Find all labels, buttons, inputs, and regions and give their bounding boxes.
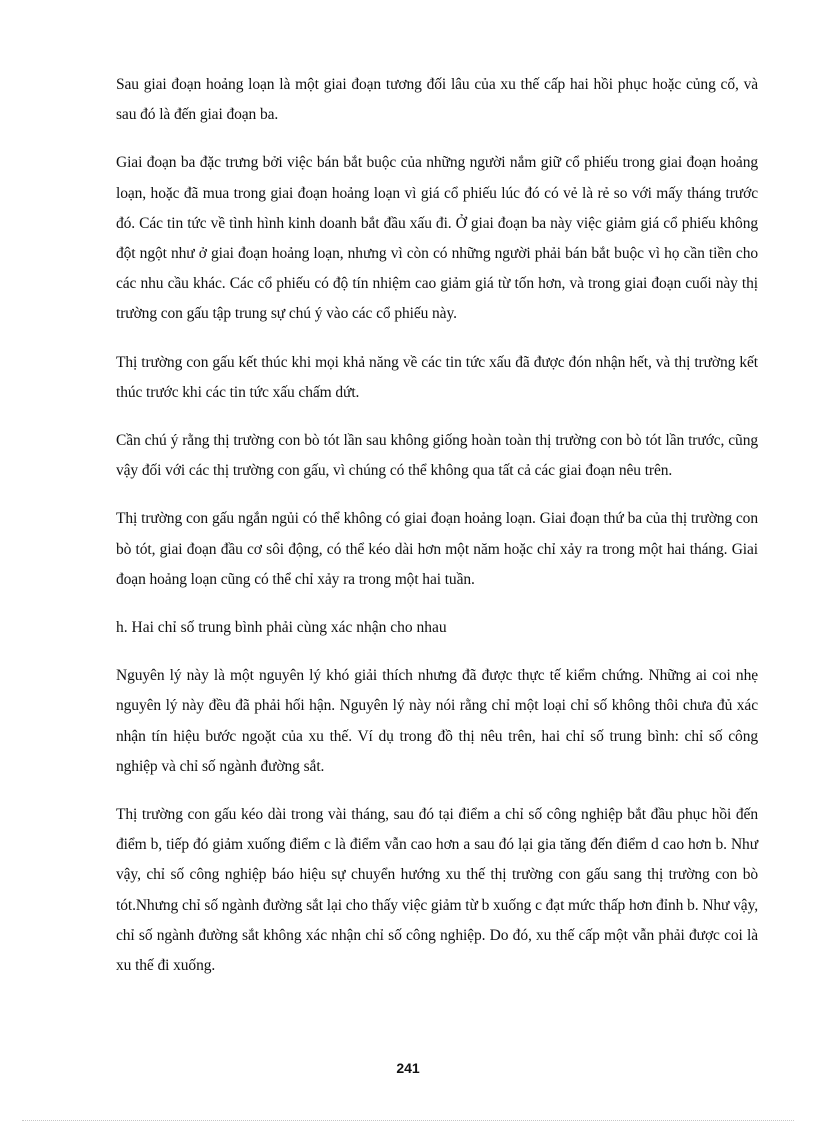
paragraph-7: Thị trường con gấu kéo dài trong vài tháng, sau đó tại điểm a chỉ số công nghiệp bắt đầu phục hồi đến điểm b, tiếp đó giảm xuống điểm c là điểm vẫn cao hơn a sau đó lại gia tăng đến điểm d cao hơn b. Như vậy, chỉ số công nghiệp báo hiệu sự chuyển hướng xu thế thị trường con gấu sang thị trường con bò tót.Nhưng chỉ số ngành đường sắt lại cho thấy việc giảm từ b xuống c đạt mức thấp hơn đỉnh b. Như vậy, chỉ số ngành đường sắt không xác nhận chỉ số công nghiệp. Do đó, xu thế cấp một vẫn phải được coi là xu thế đi xuống. xyxy=(116,806,758,975)
paragraph-4: Cần chú ý rằng thị trường con bò tót lần sau không giống hoàn toàn thị trường con bò tót lần trước, cũng vậy đối với các thị trường con gấu, vì chúng có thể không qua tất cả các giai đoạn nêu trên. xyxy=(116,432,758,480)
page-bottom-divider xyxy=(22,1120,794,1121)
section-heading: h. Hai chỉ số trung bình phải cùng xác nhận cho nhau xyxy=(116,619,447,637)
document-body xyxy=(116,70,758,999)
paragraph-5: Thị trường con gấu ngắn ngủi có thể không có giai đoạn hoảng loạn. Giai đoạn thứ ba của thị trường con bò tót, giai đoạn đầu cơ sôi động, có thể kéo dài hơn một năm hoặc chỉ xảy ra trong một hai tháng. Giai đoạn hoảng loạn cũng có thể chỉ xảy ra trong một hai tuần. xyxy=(116,510,758,588)
paragraph-1: Sau giai đoạn hoảng loạn là một giai đoạn tương đối lâu của xu thế cấp hai hồi phục hoặc củng cố, và sau đó là đến giai đoạn ba. xyxy=(116,76,758,124)
paragraph-3: Thị trường con gấu kết thúc khi mọi khả năng về các tin tức xấu đã được đón nhận hết, và thị trường kết thúc trước khi các tin tức xấu chấm dứt. xyxy=(116,353,758,401)
page-number: 241 xyxy=(396,1060,420,1076)
paragraph-6: Nguyên lý này là một nguyên lý khó giải thích nhưng đã được thực tế kiểm chứng. Những ai coi nhẹ nguyên lý này đều đã phải hối hận. Nguyên lý này nói rằng chỉ một loại chỉ số không thôi chưa đủ xác nhận tín hiệu bước ngoặt của xu thế. Ví dụ trong đồ thị nêu trên, hai chỉ số trung bình: chỉ số công nghiệp và chỉ số ngành đường sắt. xyxy=(116,667,758,775)
paragraph-2: Giai đoạn ba đặc trưng bởi việc bán bắt buộc của những người nắm giữ cổ phiếu trong giai đoạn hoảng loạn, hoặc đã mua trong giai đoạn hoảng loạn vì giá cổ phiếu lúc đó có vẻ là rẻ so với mấy tháng trước đó. Các tin tức về tình hình kinh doanh bắt đầu xấu đi. Ở giai đoạn ba này việc giảm giá cổ phiếu không đột ngột như ở giai đoạn hoảng loạn, nhưng vì còn có những người phải bán bắt buộc vì họ cần tiền cho các nhu cầu khác. Các cổ phiếu có độ tín nhiệm cao giảm giá từ tốn hơn, và trong giai đoạn cuối này thị trường con gấu tập trung sự chú ý vào các cổ phiếu này. xyxy=(116,154,758,323)
